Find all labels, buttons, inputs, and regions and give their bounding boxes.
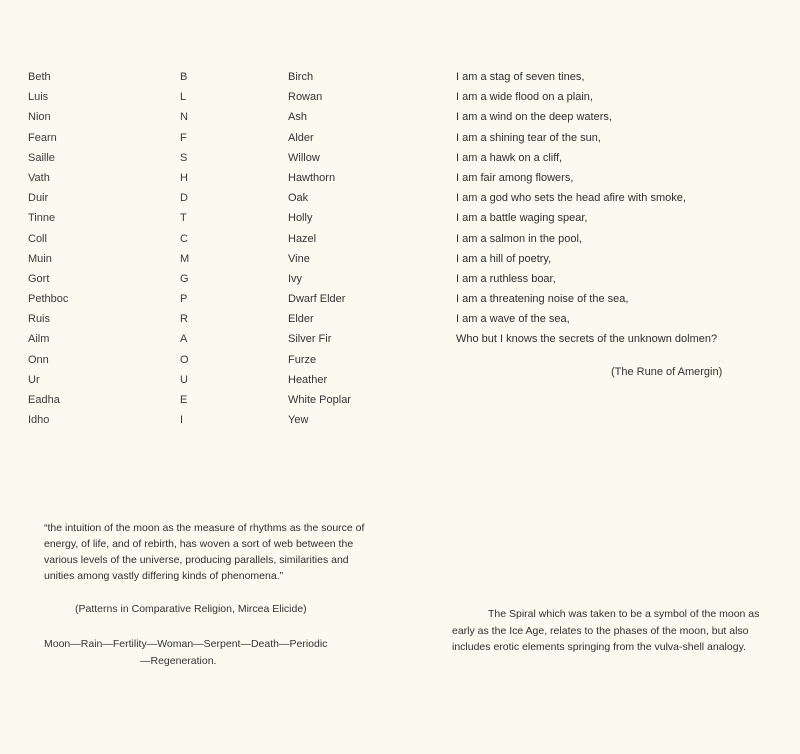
symbol-chain-line-1: Moon—Rain—Fertility—Woman—Serpent—Death—Periodic <box>44 638 328 650</box>
ogham-tree-cell: Vine <box>288 252 310 265</box>
ogham-tree-cell: Holly <box>288 212 313 225</box>
ogham-name-cell: Vath <box>28 171 50 184</box>
poem-line: Who but I knows the secrets of the unknown dolmen? <box>456 333 718 346</box>
ogham-tree-cell: Yew <box>288 414 309 427</box>
ogham-name-cell: Muin <box>28 252 52 265</box>
table-row <box>28 192 428 212</box>
poem-line: I am a god who sets the head afire with smoke, <box>456 192 686 205</box>
ogham-table <box>28 71 428 434</box>
poem-line: I am a wide flood on a plain, <box>456 91 593 104</box>
table-row <box>28 71 428 91</box>
ogham-letter-cell: G <box>180 272 189 285</box>
symbol-chain <box>44 636 374 670</box>
ogham-letter-cell: T <box>180 212 187 225</box>
ogham-letter-cell: S <box>180 151 188 164</box>
ogham-name-cell: Ur <box>28 373 40 386</box>
ogham-letter-cell: O <box>180 353 189 366</box>
ogham-letter-cell: E <box>180 394 188 406</box>
quote-text: “the intuition of the moon as the measure of rhythms as the source of energy, of life, and of rebirth, has woven a sort of web between the various levels of the universe, producing parallels, similarities and unities among vastly differing kinds of phenomena.” <box>44 522 365 582</box>
table-row <box>28 293 428 313</box>
table-row <box>28 374 428 394</box>
ogham-letter-cell: L <box>180 91 187 104</box>
ogham-name-cell: Onn <box>28 353 49 366</box>
ogham-letter-cell: B <box>180 71 188 83</box>
table-row <box>28 172 428 192</box>
poem-line: I am a threatening noise of the sea, <box>456 293 629 306</box>
poem-line: I am a shining tear of the sun, <box>456 131 601 144</box>
ogham-letter-cell: A <box>180 333 188 346</box>
ogham-tree-cell: White Poplar <box>288 394 351 406</box>
poem-line: I am a battle waging spear, <box>456 212 588 225</box>
ogham-name-cell: Tinne <box>28 212 56 225</box>
poem-line: I am a salmon in the pool, <box>456 232 582 245</box>
ogham-tree-cell: Willow <box>288 151 320 164</box>
ogham-letter-cell: C <box>180 232 188 245</box>
poem-attribution: (The Rune of Amergin) <box>611 366 723 378</box>
ogham-name-cell: Idho <box>28 414 50 427</box>
ogham-tree-cell: Ash <box>288 111 307 124</box>
ogham-name-cell: Pethboc <box>28 293 69 306</box>
symbol-chain-line-2: —Regeneration. <box>140 655 217 667</box>
ogham-name-cell: Beth <box>28 71 51 83</box>
rune-of-amergin-poem <box>456 71 786 354</box>
ogham-name-cell: Luis <box>28 91 49 104</box>
table-row <box>28 313 428 333</box>
ogham-letter-cell: H <box>180 171 188 184</box>
table-row <box>28 91 428 111</box>
table-row <box>28 132 428 152</box>
ogham-name-cell: Ruis <box>28 313 51 326</box>
ogham-name-cell: Duir <box>28 192 49 205</box>
poem-line: I am a hill of poetry, <box>456 252 552 265</box>
ogham-letter-cell: R <box>180 313 188 326</box>
ogham-tree-cell: Dwarf Elder <box>288 293 346 306</box>
ogham-name-cell: Saille <box>28 151 55 164</box>
ogham-name-cell: Eadha <box>28 394 60 406</box>
ogham-tree-cell: Birch <box>288 71 314 83</box>
ogham-name-cell: Nion <box>28 111 51 124</box>
ogham-name-cell: Gort <box>28 272 50 285</box>
ogham-tree-cell: Alder <box>288 131 314 144</box>
ogham-tree-cell: Oak <box>288 192 309 205</box>
ogham-name-cell: Coll <box>28 232 47 245</box>
spiral-note <box>452 606 770 656</box>
poem-line: I am a wave of the sea, <box>456 313 570 326</box>
ogham-tree-cell: Hazel <box>288 232 317 245</box>
table-row <box>28 394 428 414</box>
ogham-tree-cell: Elder <box>288 313 314 326</box>
ogham-name-cell: Fearn <box>28 131 57 144</box>
table-row <box>28 414 428 434</box>
ogham-letter-cell: D <box>180 192 188 205</box>
ogham-letter-cell: N <box>180 111 188 124</box>
table-row <box>28 233 428 253</box>
table-row <box>28 253 428 273</box>
poem-line: I am a ruthless boar, <box>456 272 556 285</box>
ogham-letter-cell: F <box>180 131 187 144</box>
quote-source: (Patterns in Comparative Religion, Mircea Elicide) <box>75 603 307 615</box>
table-row <box>28 333 428 353</box>
ogham-tree-cell: Furze <box>288 353 317 366</box>
ogham-tree-cell: Ivy <box>288 272 303 285</box>
ogham-letter-cell: I <box>180 414 184 427</box>
table-row <box>28 212 428 232</box>
poem-line: I am a wind on the deep waters, <box>456 111 612 124</box>
ogham-tree-cell: Rowan <box>288 91 323 104</box>
table-row <box>28 273 428 293</box>
ogham-letter-cell: U <box>180 373 188 386</box>
poem-line: I am a hawk on a cliff, <box>456 151 563 164</box>
spiral-note-text: The Spiral which was taken to be a symbol of the moon as early as the Ice Age, relates to the phases of the moon, but also includes erotic elements springing from the vulva-shell analogy. <box>452 608 760 653</box>
ogham-letter-cell: M <box>180 252 190 265</box>
eliade-quote <box>44 520 374 584</box>
table-row <box>28 152 428 172</box>
poem-line: I am fair among flowers, <box>456 171 574 184</box>
table-row <box>28 354 428 374</box>
ogham-tree-cell: Silver Fir <box>288 333 332 346</box>
poem-line: I am a stag of seven tines, <box>456 71 585 83</box>
ogham-name-cell: Ailm <box>28 333 50 346</box>
ogham-tree-cell: Hawthorn <box>288 171 336 184</box>
ogham-tree-cell: Heather <box>288 373 328 386</box>
table-row <box>28 111 428 131</box>
ogham-letter-cell: P <box>180 293 188 306</box>
